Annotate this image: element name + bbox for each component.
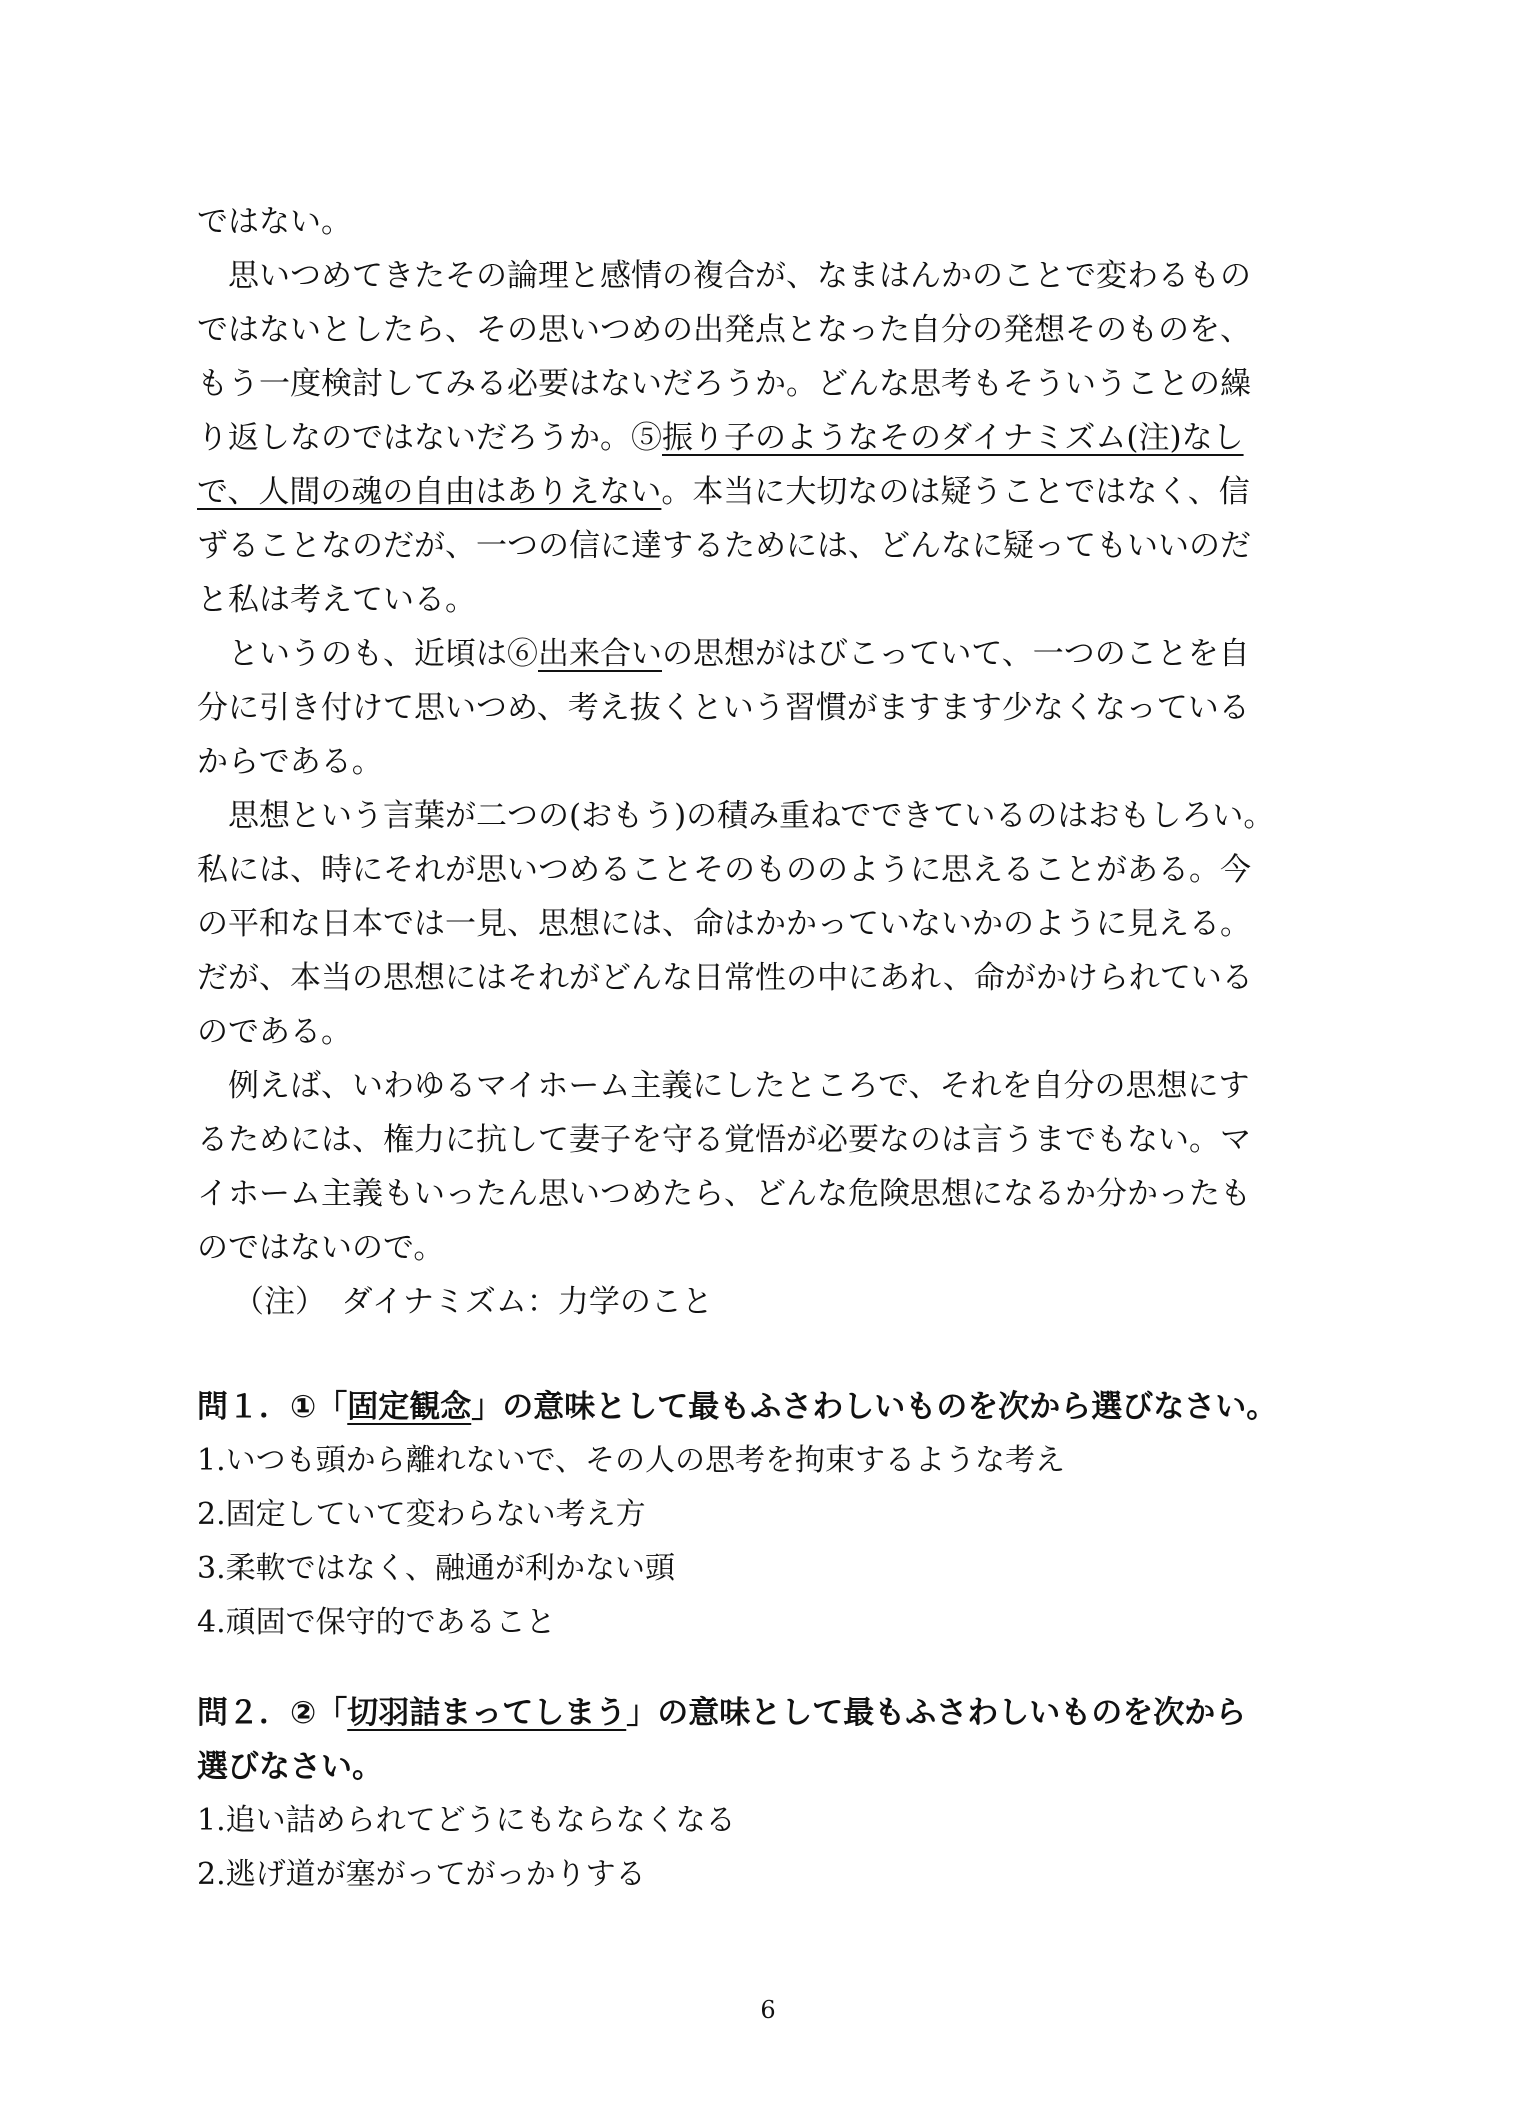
passage-line: 思想という言葉が二つの(おもう)の積み重ねでできているのはおもしろい。	[197, 798, 1275, 834]
questions-section	[197, 1380, 1343, 1938]
passage-line: のではないので。	[197, 1230, 445, 1266]
passage-line: 分に引き付けて思いつめ、考え抜くという習慣がますます少なくなっている	[197, 690, 1250, 726]
passage-line: 私には、時にそれが思いつめることそのもののように思えることがある。今	[197, 852, 1251, 888]
question-suffix: 」の意味として最もふさわしいものを次から選びなさい。	[471, 1389, 1278, 1425]
question-term: 切羽詰まってしまう	[347, 1695, 627, 1731]
question-term: 固定観念	[347, 1389, 472, 1425]
passage-line: イホーム主義もいったん思いつめたら、どんな危険思想になるか分かったも	[197, 1176, 1251, 1212]
passage-line: ではない。	[197, 204, 352, 240]
underlined-phrase-5: 振り子のようなそのダイナミズム(注)なし	[662, 420, 1244, 456]
passage-line	[197, 465, 1343, 519]
answer-option: 4.頑固で保守的であること	[197, 1605, 556, 1640]
question-prefix: 問１．①「	[197, 1389, 348, 1425]
page-number: 6	[760, 1996, 776, 2024]
question-title-cont: 選びなさい。	[197, 1749, 383, 1785]
passage	[197, 195, 1343, 1329]
passage-line	[197, 411, 1343, 465]
passage-line: 思いつめてきたその論理と感情の複合が、なまはんかのことで変わるもの	[197, 258, 1251, 294]
question-prefix: 問２．②「	[197, 1695, 348, 1731]
passage-line: の平和な日本では一見、思想には、命はかかっていないかのように見える。	[197, 906, 1251, 942]
passage-line: だが、本当の思想にはそれがどんな日常性の中にあれ、命がかけられている	[197, 960, 1253, 996]
answer-option: 2.固定していて変わらない考え方	[197, 1497, 646, 1532]
passage-line	[197, 627, 1343, 681]
passage-line: ずることなのだが、一つの信に達するためには、どんなに疑ってもいいのだ	[197, 528, 1251, 564]
question-title	[197, 1686, 1343, 1740]
answer-option: 1.追い詰められてどうにもならなくなる	[197, 1803, 736, 1838]
passage-line: からである。	[197, 744, 383, 780]
passage-line: と私は考えている。	[197, 582, 476, 618]
passage-line: ではないとしたら、その思いつめの出発点となった自分の発想そのものを、	[197, 312, 1251, 348]
underlined-phrase-5-cont: で、人間の魂の自由はありえない	[197, 474, 662, 510]
question-2	[197, 1686, 1343, 1902]
question-suffix: 」の意味として最もふさわしいものを次から	[626, 1695, 1247, 1731]
passage-line: 例えば、いわゆるマイホーム主義にしたところで、それを自分の思想にす	[197, 1068, 1250, 1104]
answer-option: 1.いつも頭から離れないで、その人の思考を拘束するような考え	[197, 1443, 1066, 1478]
answer-option: 3.柔軟ではなく、融通が利かない頭	[197, 1551, 676, 1586]
question-1	[197, 1380, 1343, 1650]
passage-text: というのも、近頃は⑥	[197, 636, 538, 672]
passage-line: のである。	[197, 1014, 352, 1050]
answer-option: 2.逃げ道が塞がってがっかりする	[197, 1857, 646, 1892]
passage-text: り返しなのではないだろうか。⑤	[197, 420, 662, 456]
question-title	[197, 1380, 1343, 1434]
footnote: （注） ダイナミズム：力学のこと	[233, 1284, 713, 1320]
passage-line: もう一度検討してみる必要はないだろうか。どんな思考もそういうことの繰	[197, 366, 1251, 402]
passage-text: の思想がはびこっていて、一つのことを自	[662, 636, 1250, 672]
passage-line: るためには、権力に抗して妻子を守る覚悟が必要なのは言うまでもない。マ	[197, 1122, 1251, 1158]
underlined-phrase-6: 出来合い	[538, 636, 662, 672]
passage-text: 。本当に大切なのは疑うことではなく、信	[661, 474, 1250, 510]
